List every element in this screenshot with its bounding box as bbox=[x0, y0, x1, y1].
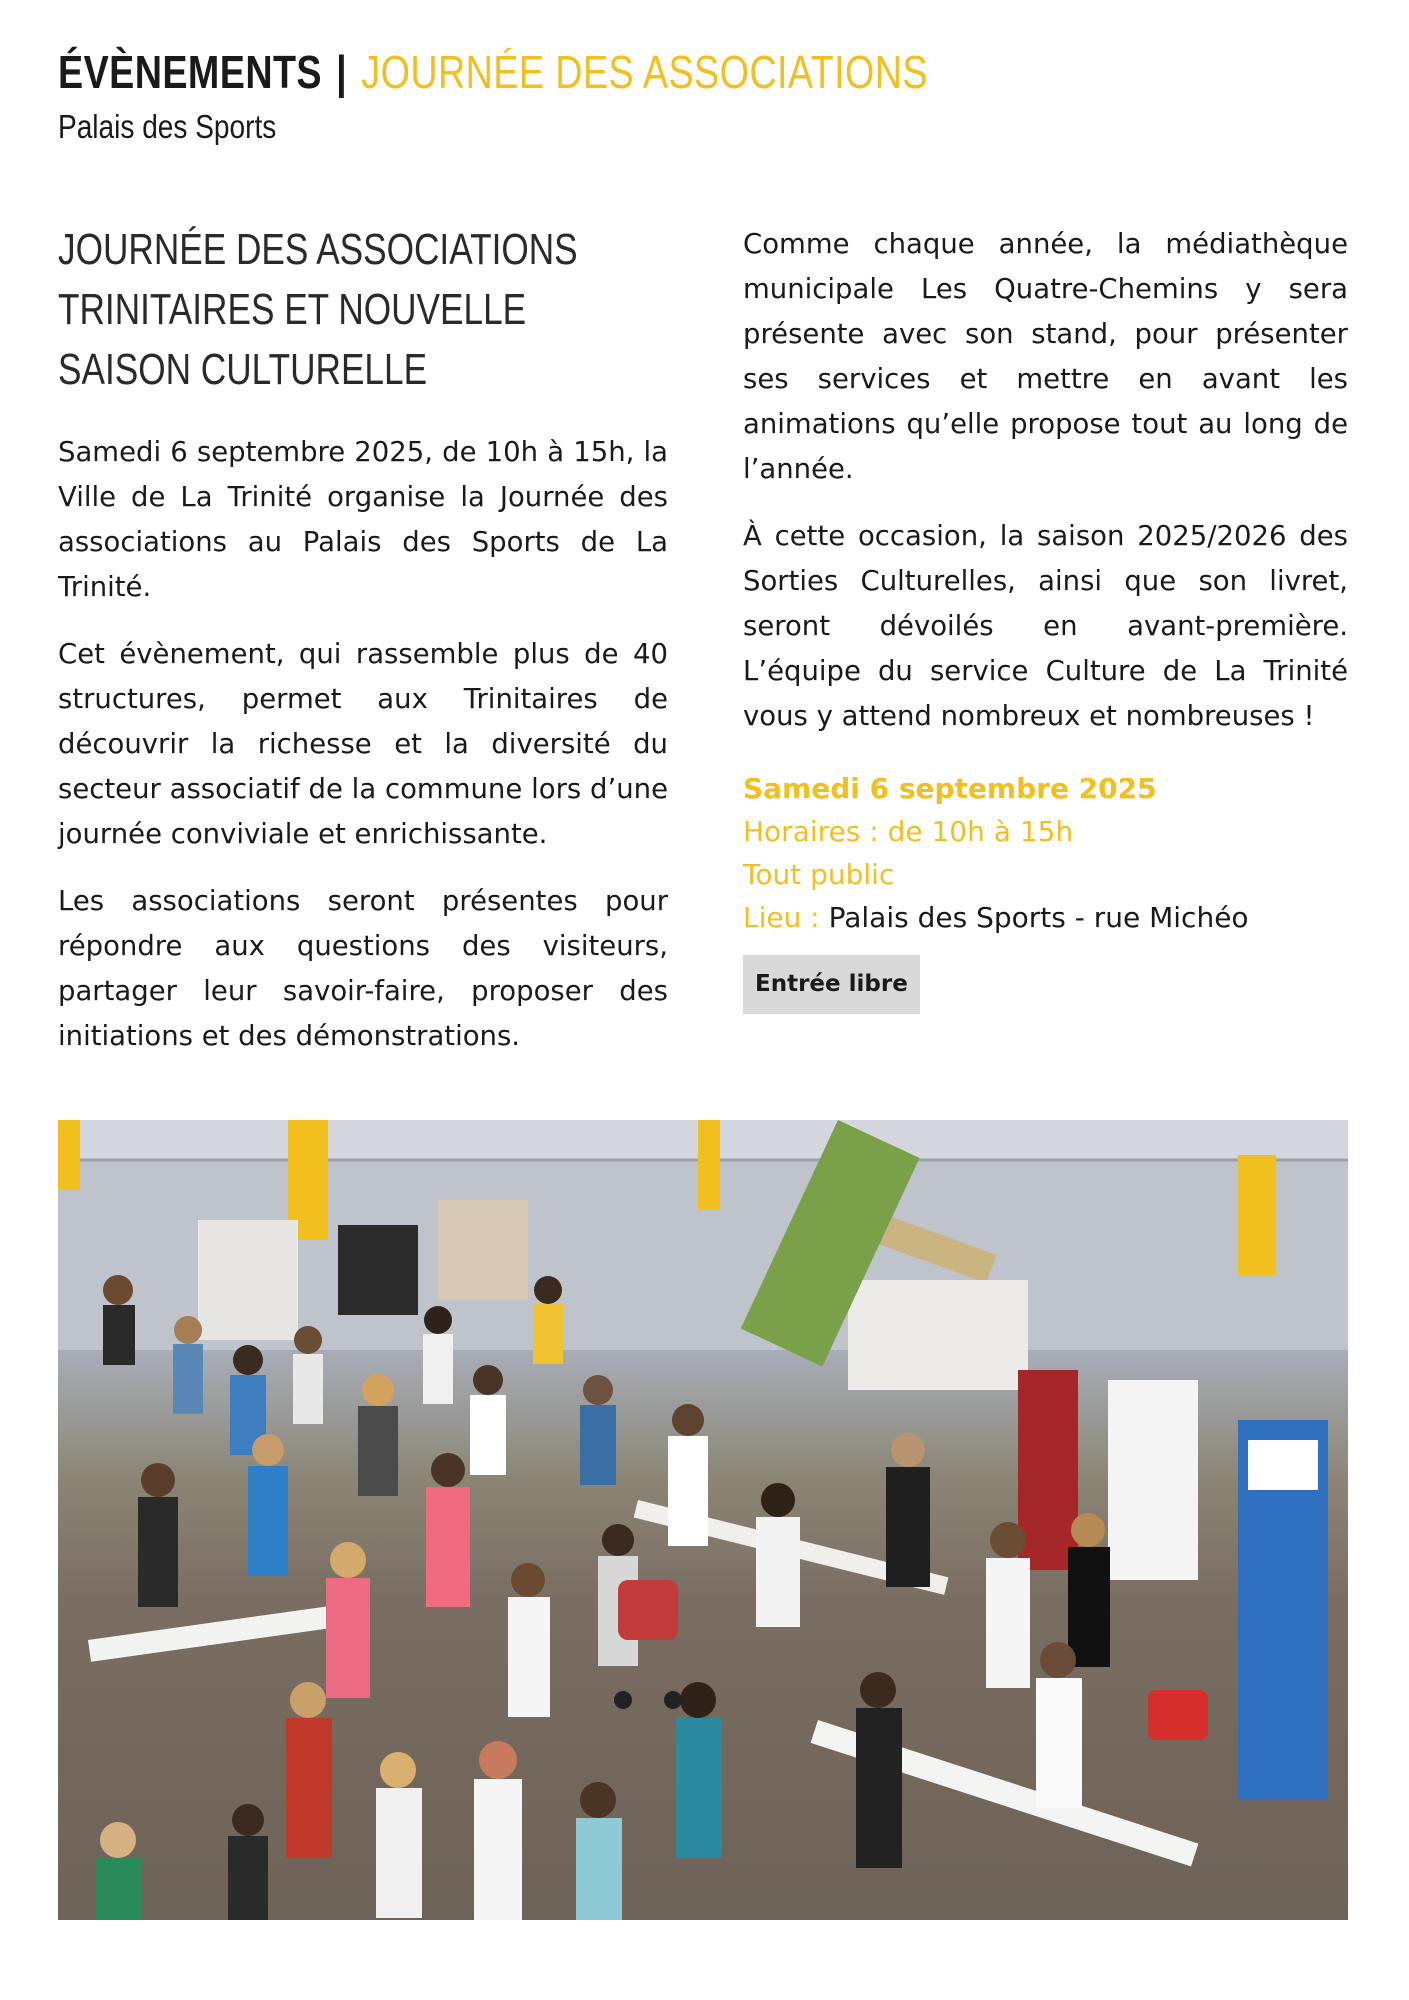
header-category: ÉVÈNEMENTS bbox=[58, 46, 323, 98]
page-header bbox=[58, 42, 1119, 146]
entry-badge: Entrée libre bbox=[743, 955, 920, 1014]
event-location bbox=[743, 896, 1348, 939]
event-audience: Tout public bbox=[743, 858, 895, 891]
header-title bbox=[58, 42, 928, 102]
header-venue: Palais des Sports bbox=[58, 108, 277, 145]
paragraph: Les associations seront présentes pour répondre aux questions des visiteurs, partager leur savoir-faire, proposer des initiations et des démonstrations. bbox=[58, 885, 668, 1052]
event-hours: Horaires : de 10h à 15h bbox=[743, 815, 1074, 848]
paragraph: Cet évènement, qui rassemble plus de 40 structures, permet aux Trinitaires de découvrir la richesse et la diversité du secteur associatif de la commune lors d’une journée conviviale et enrichissante. bbox=[58, 638, 668, 850]
event-photo-illustration bbox=[58, 1120, 1348, 1920]
paragraph: Comme chaque année, la médiathèque municipale Les Quatre-Chemins y sera présente avec son stand, pour présenter ses services et mettre en avant les animations qu’elle propose tout au long de l’année. bbox=[743, 228, 1348, 485]
event-info bbox=[743, 767, 1348, 1014]
header-separator: | bbox=[336, 46, 348, 98]
paragraph: À cette occasion, la saison 2025/2026 des Sorties Culturelles, ainsi que son livret, seront dévoilés en avant-première. L’équipe du service Culture de La Trinité vous y attend nombreux et nombreuses ! bbox=[743, 520, 1348, 732]
right-column bbox=[743, 220, 1348, 1014]
article-title: JOURNÉE DES ASSOCIATIONS TRINITAIRES ET NOUVELLE SAISON CULTURELLE bbox=[58, 225, 578, 394]
paragraph: Samedi 6 septembre 2025, de 10h à 15h, la Ville de La Trinité organise la Journée des associations au Palais des Sports de La Trinité. bbox=[58, 436, 668, 603]
left-column bbox=[58, 220, 668, 1081]
event-photo bbox=[58, 1120, 1348, 1920]
event-location-value: Palais des Sports - rue Michéo bbox=[828, 901, 1249, 934]
event-location-label: Lieu : bbox=[743, 901, 829, 934]
event-date: Samedi 6 septembre 2025 bbox=[743, 772, 1157, 805]
header-event: JOURNÉE DES ASSOCIATIONS bbox=[361, 46, 928, 98]
